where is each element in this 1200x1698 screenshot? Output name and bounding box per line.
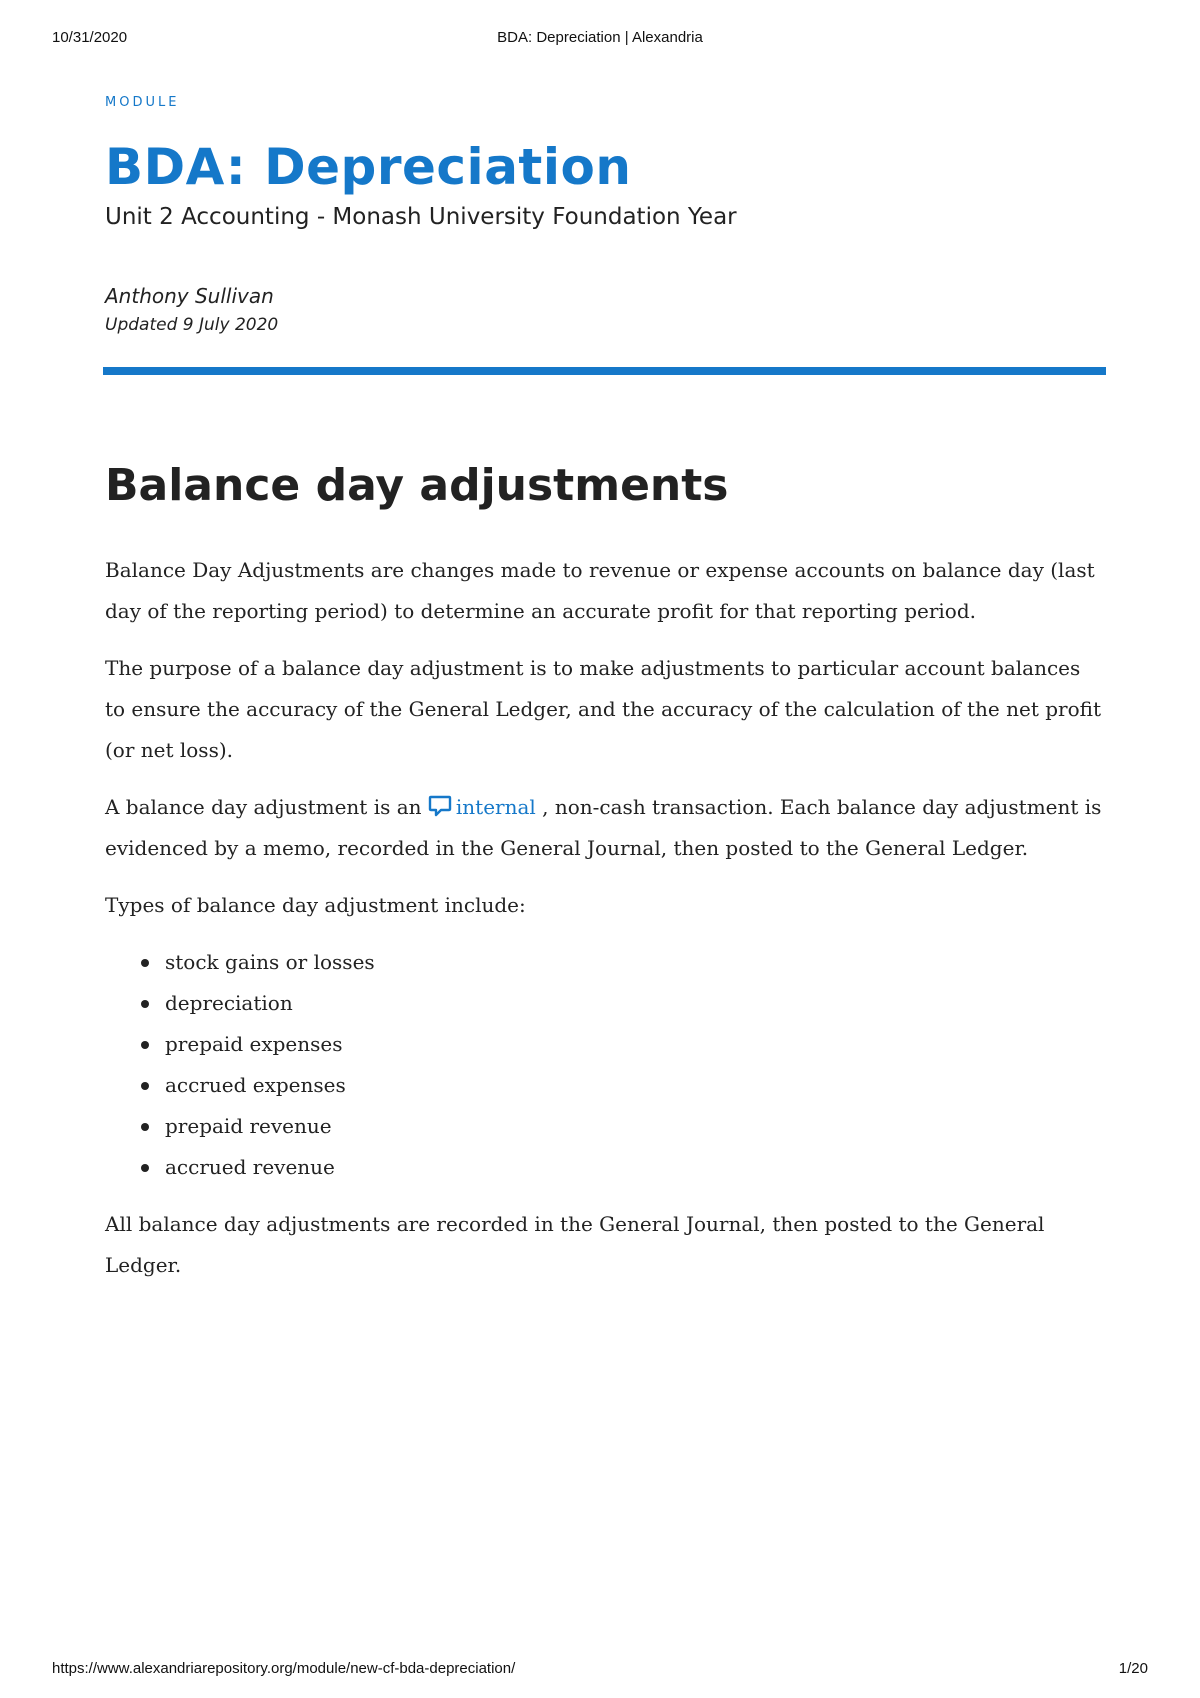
- section-heading: Balance day adjustments: [105, 460, 729, 511]
- list-item: [165, 1106, 1105, 1147]
- list-item-label: accrued expenses: [165, 1073, 346, 1097]
- list-item: [165, 942, 1105, 983]
- bullet-icon: [141, 1123, 149, 1131]
- list-item-label: depreciation: [165, 991, 293, 1015]
- paragraph-definition: Balance Day Adjustments are changes made to revenue or expense accounts on balance day (last day of the reporting period) to determine an accurate profit for that reporting period.: [105, 558, 1095, 623]
- list-item-label: stock gains or losses: [165, 950, 375, 974]
- paragraph-text: A balance day adjustment is an: [105, 795, 428, 819]
- paragraph-text: , non-cash transaction. Each balance day adjustment is evidenced by a memo, recorded in the General Journal, then posted to the General Ledger.: [105, 795, 1102, 860]
- list-item-label: prepaid expenses: [165, 1032, 343, 1056]
- print-footer: [52, 1660, 1148, 1680]
- bullet-icon: [141, 1164, 149, 1172]
- print-header: [52, 29, 1148, 49]
- list-item: [165, 1147, 1105, 1188]
- list-item: [165, 1024, 1105, 1065]
- header-divider: [103, 367, 1106, 375]
- paragraph-types-intro: Types of balance day adjustment include:: [105, 893, 526, 917]
- bullet-icon: [141, 1082, 149, 1090]
- section-body: [105, 550, 1105, 1302]
- page-url-link[interactable]: https://www.alexandriarepository.org/module/new-cf-bda-depreciation/: [52, 1660, 516, 1677]
- adjustment-types-list: [105, 942, 1105, 1188]
- paragraph-internal: [105, 787, 1105, 869]
- bullet-icon: [141, 959, 149, 967]
- comment-icon: [428, 795, 452, 817]
- list-item-label: prepaid revenue: [165, 1114, 332, 1138]
- list-item-label: accrued revenue: [165, 1155, 335, 1179]
- paragraph-recorded: All balance day adjustments are recorded in the General Journal, then posted to the General Ledger.: [105, 1212, 1045, 1277]
- author-name: Anthony Sullivan: [105, 284, 274, 308]
- print-date: 10/31/2020: [52, 29, 128, 46]
- page-title: BDA: Depreciation: [105, 138, 632, 196]
- print-page-title: BDA: Depreciation | Alexandria: [497, 29, 703, 46]
- list-item: [165, 983, 1105, 1024]
- paragraph-purpose: The purpose of a balance day adjustment is to make adjustments to particular account balances to ensure the accuracy of the General Ledger, and the accuracy of the calculation of the net profit (or net loss).: [105, 656, 1102, 762]
- module-eyebrow: MODULE: [105, 95, 180, 110]
- bullet-icon: [141, 1041, 149, 1049]
- page-number: 1/20: [1118, 1660, 1148, 1677]
- glossary-term-label: internal: [455, 795, 536, 819]
- glossary-link-internal[interactable]: [428, 795, 536, 819]
- module-subtitle: Unit 2 Accounting - Monash University Foundation Year: [105, 204, 737, 230]
- bullet-icon: [141, 1000, 149, 1008]
- updated-date: Updated 9 July 2020: [105, 315, 279, 335]
- list-item: [165, 1065, 1105, 1106]
